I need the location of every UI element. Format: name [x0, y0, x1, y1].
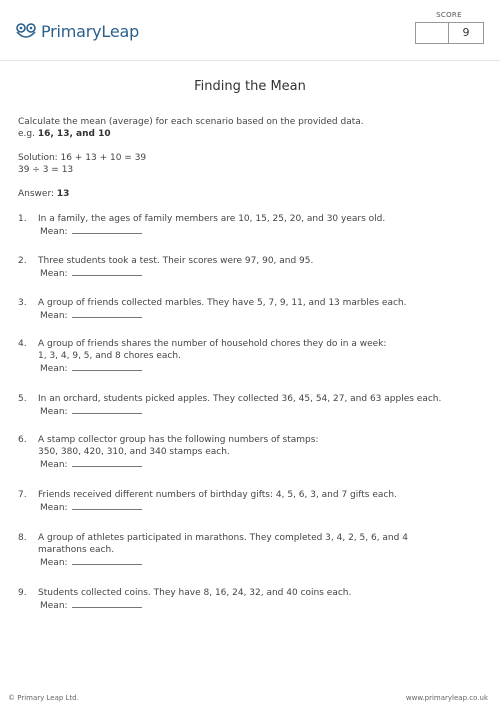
- mean-label: Mean:: [40, 558, 68, 568]
- solution-line-2: 39 ÷ 3 = 13: [18, 165, 74, 175]
- header: [0, 0, 500, 60]
- mean-row: [40, 556, 488, 569]
- page-title: Finding the Mean: [194, 79, 306, 94]
- answer-blank[interactable]: [72, 362, 142, 371]
- answer-blank[interactable]: [72, 405, 142, 414]
- solution-line-1: Solution: 16 + 13 + 10 = 39: [18, 153, 147, 163]
- mean-label: Mean:: [40, 269, 68, 279]
- score-input-blank[interactable]: [416, 23, 449, 43]
- mean-label: Mean:: [40, 407, 68, 417]
- question-text: In an orchard, students picked apples. They collected 36, 45, 54, 27, and 63 apples each.: [38, 394, 442, 404]
- frog-logo-icon: [15, 23, 37, 41]
- question-text: Three students took a test. Their scores were 97, 90, and 95.: [38, 256, 314, 266]
- mean-row: [40, 362, 488, 375]
- instructions-text: Calculate the mean (average) for each scenario based on the provided data.: [18, 117, 364, 127]
- question-number: 8.: [18, 533, 27, 543]
- mean-label: Mean:: [40, 460, 68, 470]
- mean-row: [40, 458, 488, 471]
- mean-row: [40, 599, 488, 612]
- answer-blank[interactable]: [72, 225, 142, 234]
- question-text-line-2: 350, 380, 420, 310, and 340 stamps each.: [38, 447, 230, 457]
- question-5: [18, 393, 488, 418]
- answer-blank[interactable]: [72, 309, 142, 318]
- score-label: SCORE: [436, 11, 462, 19]
- mean-label: Mean:: [40, 503, 68, 513]
- question-number: 2.: [18, 256, 27, 266]
- question-text-line-1: A group of athletes participated in marathons. They completed 3, 4, 2, 5, 6, and 4: [38, 533, 408, 543]
- score-total: 9: [462, 26, 470, 39]
- question-number: 3.: [18, 298, 27, 308]
- question-number: 9.: [18, 588, 27, 598]
- example-values: 16, 13, and 10: [37, 129, 111, 139]
- answer-value: 13: [56, 189, 70, 199]
- question-number: 5.: [18, 394, 27, 404]
- copyright-text: © Primary Leap Ltd.: [8, 694, 79, 702]
- example-line: [18, 128, 488, 140]
- question-3: [18, 297, 488, 322]
- mean-row: [40, 267, 488, 280]
- brand-logo[interactable]: [15, 22, 139, 41]
- answer-blank[interactable]: [72, 599, 142, 608]
- question-2: [18, 255, 488, 280]
- answer-blank[interactable]: [72, 556, 142, 565]
- answer-prefix: Answer:: [18, 189, 55, 199]
- question-text: A group of friends collected marbles. They have 5, 7, 9, 11, and 13 marbles each.: [38, 298, 407, 308]
- mean-row: [40, 225, 488, 238]
- mean-row: [40, 309, 488, 322]
- question-7: [18, 489, 488, 514]
- question-6: [18, 434, 488, 471]
- brand-name: PrimaryLeap: [41, 22, 140, 41]
- question-8: [18, 532, 488, 569]
- question-9: [18, 587, 488, 612]
- mean-row: [40, 501, 488, 514]
- answer-line: [18, 188, 488, 200]
- mean-label: Mean:: [40, 311, 68, 321]
- instructions-block: [18, 116, 488, 200]
- question-4: [18, 338, 488, 375]
- question-text: In a family, the ages of family members are 10, 15, 25, 20, and 30 years old.: [38, 214, 386, 224]
- answer-blank[interactable]: [72, 267, 142, 276]
- question-text: Friends received different numbers of birthday gifts: 4, 5, 6, 3, and 7 gifts each.: [38, 490, 397, 500]
- header-divider: [0, 60, 500, 61]
- example-prefix: e.g.: [18, 129, 35, 139]
- question-number: 1.: [18, 214, 27, 224]
- website-link[interactable]: www.primaryleap.co.uk: [405, 694, 488, 702]
- mean-row: [40, 405, 488, 418]
- mean-label: Mean:: [40, 601, 68, 611]
- score-box: [415, 22, 484, 44]
- question-1: [18, 213, 488, 238]
- answer-blank[interactable]: [72, 458, 142, 467]
- question-number: 7.: [18, 490, 27, 500]
- question-text: Students collected coins. They have 8, 16, 24, 32, and 40 coins each.: [38, 588, 352, 598]
- question-text-line-1: A stamp collector group has the following numbers of stamps:: [38, 435, 319, 445]
- mean-label: Mean:: [40, 227, 68, 237]
- question-number: 4.: [18, 339, 27, 349]
- question-text-line-2: marathons each.: [38, 545, 115, 555]
- question-number: 6.: [18, 435, 27, 445]
- question-text-line-1: A group of friends shares the number of household chores they do in a week:: [38, 339, 387, 349]
- mean-label: Mean:: [40, 364, 68, 374]
- answer-blank[interactable]: [72, 501, 142, 510]
- question-text-line-2: 1, 3, 4, 9, 5, and 8 chores each.: [38, 351, 181, 361]
